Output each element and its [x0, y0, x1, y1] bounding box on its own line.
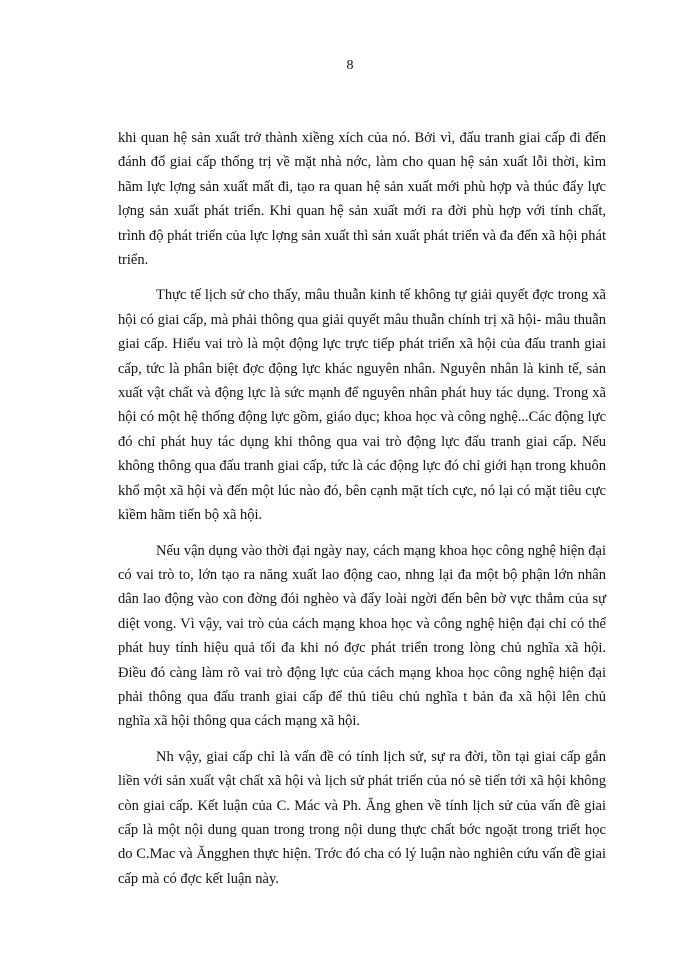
paragraph-4: Nh vậy, giai cấp chỉ là vấn đề có tính lịch sử, sự ra đời, tồn tại giai cấp gắn liền với sản xuất vật chất xã hội và lịch sử phát triển của nó sẽ tiến tới xã hội không còn giai cấp. Kết luận của C. Mác và Ph. Ăng ghen về tính lịch sử của vấn đề giai cấp là một nội dung quan trong trong nội dung thực chất bớc ngoặt trong triết học do C.Mac và Ăngghen thực hiện. Trớc đó cha có lý luận nào nghiên cứu vấn đề giai cấp mà có đợc kết luận này.	[118, 748, 606, 887]
body-text	[118, 126, 606, 902]
paragraph-1: khi quan hệ sản xuất trở thành xiềng xích của nó. Bởi vì, đấu tranh giai cấp đi đến đánh đổ giai cấp thống trị về mặt nhà nớc, làm cho quan hệ sản xuất lỗi thời, kìm hãm lực lợng sản xuất mất đi, tạo ra quan hệ sản xuất mới phù hợp và thúc đẩy lực lợng sản xuất phát triển. Khi quan hệ sản xuất mới ra đời phù hợp với tính chất, trình độ phát triển của lực lợng sản xuất thì sản xuất phát triển và đa đến xã hội phát triển.	[118, 130, 606, 269]
page-number: 8	[346, 58, 354, 73]
paragraph-3: Nếu vận dụng vào thời đại ngày nay, cách mạng khoa học công nghệ hiện đại có vai trò to, lớn tạo ra năng xuất lao động cao, nhng lại đa một bộ phận lớn nhân dân lao động vào con đờng đói nghèo và đẩy loài ngời đến bên bờ vực thẳm của sự diệt vong. Vì vậy, vai trò của cách mạng khoa học và công nghệ hiện đại chỉ có thể phát huy tính hiệu quả tối đa khi nó đợc phát triển trong lòng chủ nghĩa xã hội. Điều đó càng làm rõ vai trò động lực của cách mạng khoa học công nghệ hiện đại phải thông qua đấu tranh giai cấp để thủ tiêu chủ nghĩa t bản đa xã hội lên chủ nghĩa xã hội thông qua cách mạng xã hội.	[118, 542, 606, 730]
paragraph-2: Thực tế lịch sử cho thấy, mâu thuẫn kinh tế không tự giải quyết đợc trong xã hội có giai cấp, mà phải thông qua giải quyết mâu thuẫn chính trị xã hội- mâu thuẫn giai cấp. Hiểu vai trò là một động lực trực tiếp phát triển xã hội của đấu tranh giai cấp, tức là phân biệt đợc động lực khác nguyên nhân. Nguyên nhân là kinh tế, sản xuất vật chất và động lực là sức mạnh để nguyên nhân phát huy tác dụng. Trong xã hội có một hệ thống động lực gồm, giáo dục; khoa học và công nghệ...Các động lực đó chỉ phát huy tác dụng khi thông qua vai trò động lực đấu tranh giai cấp. Nếu không thông qua đấu tranh giai cấp, tức là các động lực đó chỉ giới hạn trong khuôn khổ một xã hội và đến một lúc nào đó, bên cạnh mặt tích cực, nó lại có mặt tiêu cực kìềm hãm tiến bộ xã hội.	[118, 287, 606, 524]
